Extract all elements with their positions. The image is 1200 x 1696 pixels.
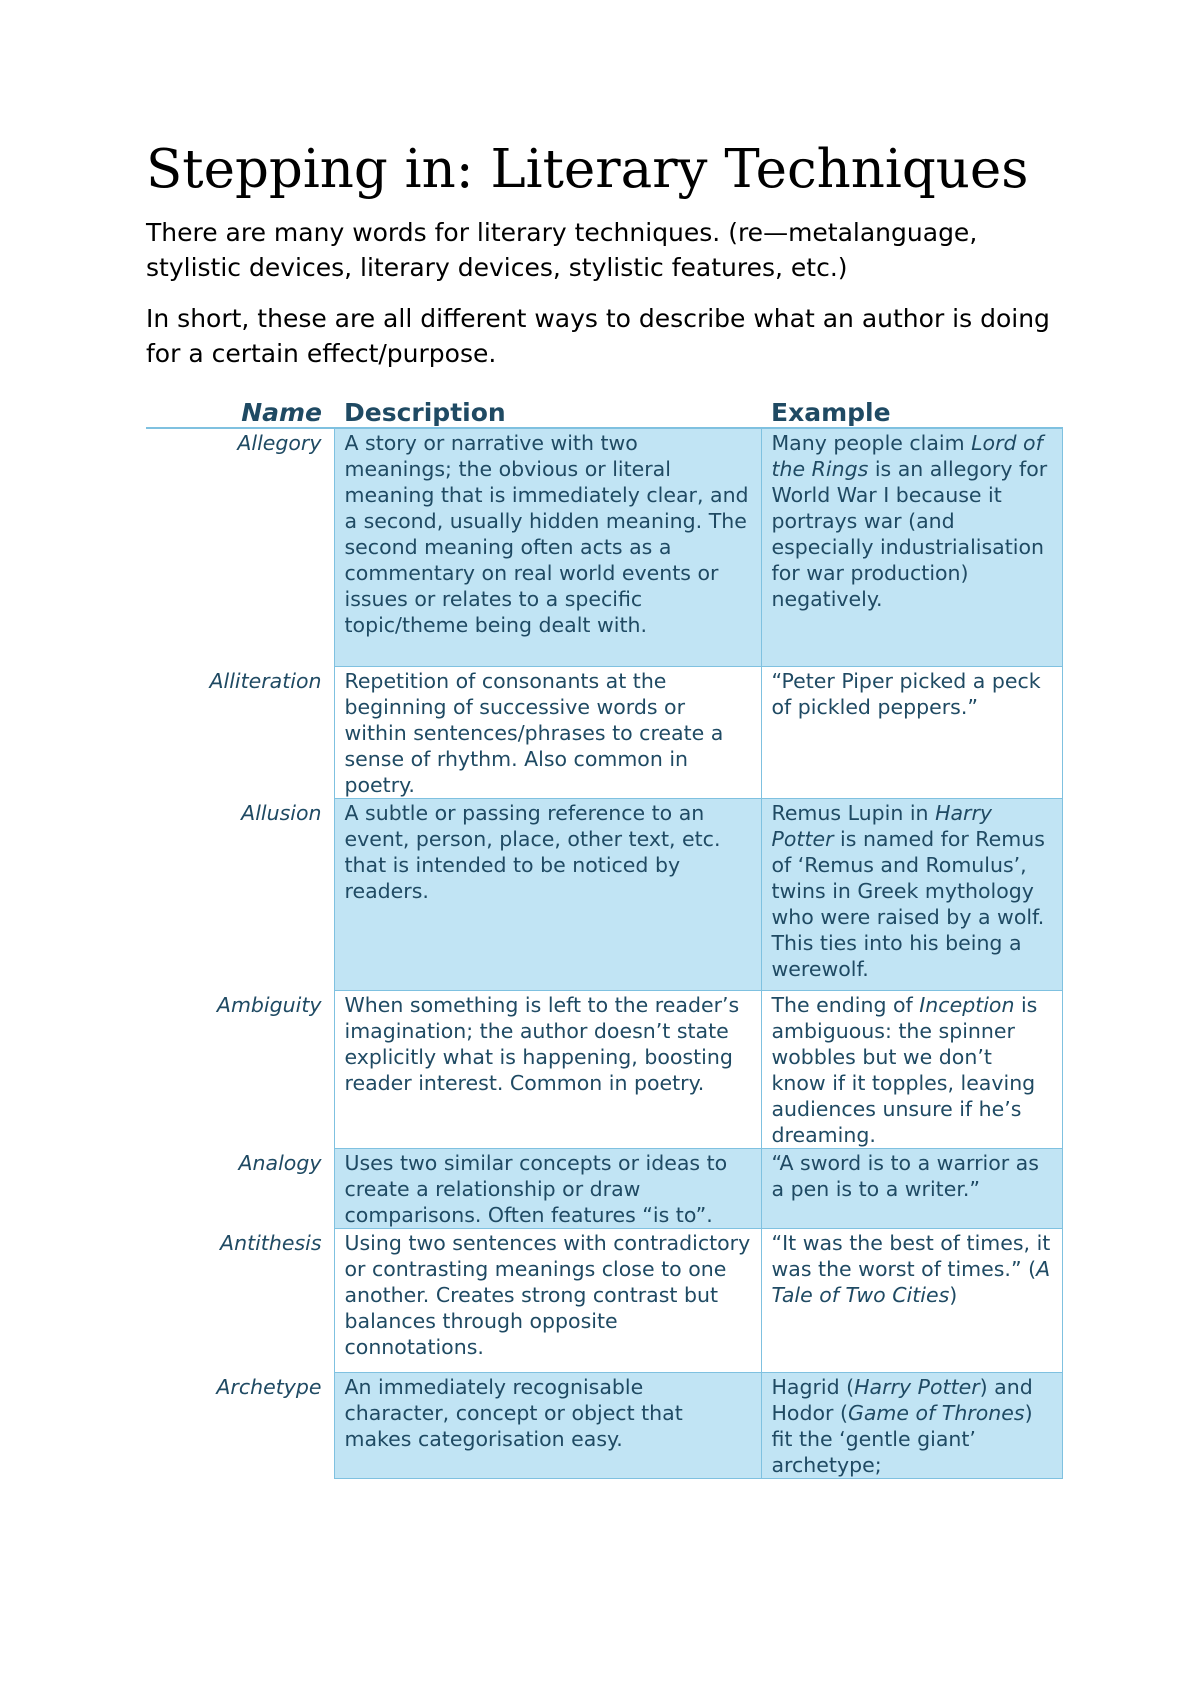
technique-example bbox=[761, 1229, 1062, 1373]
technique-description: A story or narrative with two meanings; the obvious or literal meaning that is immediately clear, and a second, usually hidden meaning. The second meaning often acts as a commentary on real world events or issues or relates to a specific topic/theme being dealt with. bbox=[334, 428, 761, 667]
technique-name: Allusion bbox=[241, 800, 322, 825]
example-text: The ending of bbox=[771, 993, 920, 1018]
example-title-italic: Lord of the Rings bbox=[771, 430, 1043, 481]
technique-name: Allegory bbox=[237, 430, 322, 455]
technique-description: Uses two similar concepts or ideas to create a relationship or draw comparisons. Often features “is to”. bbox=[334, 1149, 761, 1229]
table-header-row bbox=[146, 393, 1062, 428]
example-title-italic: A Tale of Two Cities bbox=[771, 1257, 1051, 1308]
example-text: Remus Lupin in bbox=[771, 801, 936, 826]
technique-description: A subtle or passing reference to an event, person, place, other text, etc. that is intended to be noticed by readers. bbox=[334, 799, 761, 991]
table-row bbox=[146, 428, 1062, 667]
techniques-table bbox=[146, 393, 1063, 1480]
technique-description: Repetition of consonants at the beginning of successive words or within sentences/phrases to create a sense of rhythm. Also common in poetry. bbox=[334, 667, 761, 799]
example-title-italic: Harry Potter bbox=[771, 801, 993, 852]
example-text: is named for Remus of ‘Remus and Romulus’, twins in Greek mythology who were raised by a wolf. This ties into his being a werewolf. bbox=[771, 827, 1045, 982]
technique-description: When something is left to the reader’s imagination; the author doesn’t state explicitly what is happening, boosting reader interest. Common in poetry. bbox=[334, 991, 761, 1149]
example-text: is ambiguous: the spinner wobbles but we don’t know if it topples, leaving audiences unsure if he’s dreaming. bbox=[771, 993, 1038, 1148]
example-text: is an allegory for World War I because it portrays war (and especially industrialisation for war production) negatively. bbox=[771, 456, 1048, 611]
header-description: Description bbox=[334, 393, 761, 428]
technique-name: Antithesis bbox=[220, 1230, 322, 1255]
document-page bbox=[146, 140, 1066, 1479]
technique-example bbox=[761, 1149, 1062, 1229]
intro-paragraph-1: There are many words for literary techniques. (re—metalanguage, stylistic devices, literary devices, stylistic features, etc.) bbox=[146, 217, 978, 282]
intro-paragraph-2: In short, these are all different ways to describe what an author is doing for a certain effect/purpose. bbox=[146, 303, 1050, 368]
technique-example bbox=[761, 667, 1062, 799]
example-title-italic: Inception bbox=[919, 993, 1015, 1018]
page-title: Stepping in: Literary Techniques bbox=[146, 139, 1029, 200]
table-row bbox=[146, 991, 1062, 1149]
technique-name: Analogy bbox=[238, 1150, 322, 1175]
technique-name: Ambiguity bbox=[216, 992, 322, 1017]
table-row bbox=[146, 1373, 1062, 1479]
technique-name: Archetype bbox=[216, 1374, 322, 1399]
example-text: “It was the best of times, it was the worst of times.” ( bbox=[771, 1231, 1051, 1282]
technique-example bbox=[761, 991, 1062, 1149]
table-row bbox=[146, 799, 1062, 991]
technique-description: An immediately recognisable character, concept or object that makes categorisation easy. bbox=[334, 1373, 761, 1479]
header-example: Example bbox=[761, 393, 1062, 428]
technique-name: Alliteration bbox=[209, 668, 322, 693]
example-text: ) fit the ‘gentle giant’ archetype; bbox=[771, 1401, 1033, 1478]
table-row bbox=[146, 1229, 1062, 1373]
example-text: Hagrid ( bbox=[771, 1375, 855, 1400]
table-row bbox=[146, 1149, 1062, 1229]
technique-description: Using two sentences with contradictory or contrasting meanings close to one another. Creates strong contrast but balances through opposite connotations. bbox=[334, 1229, 761, 1373]
technique-example bbox=[761, 799, 1062, 991]
example-text: “A sword is to a warrior as a pen is to a writer.” bbox=[771, 1151, 1039, 1202]
example-text: ) and Hodor ( bbox=[771, 1375, 1033, 1426]
example-text: Many people claim bbox=[771, 430, 972, 455]
example-title-italic: Game of Thrones bbox=[847, 1401, 1025, 1426]
example-text: “Peter Piper picked a peck of pickled peppers.” bbox=[771, 669, 1041, 720]
technique-example bbox=[761, 428, 1062, 667]
technique-example bbox=[761, 1373, 1062, 1479]
table-row bbox=[146, 667, 1062, 799]
example-text: ) bbox=[949, 1283, 958, 1308]
header-name: Name bbox=[146, 393, 334, 428]
example-title-italic: Harry Potter bbox=[854, 1375, 980, 1400]
